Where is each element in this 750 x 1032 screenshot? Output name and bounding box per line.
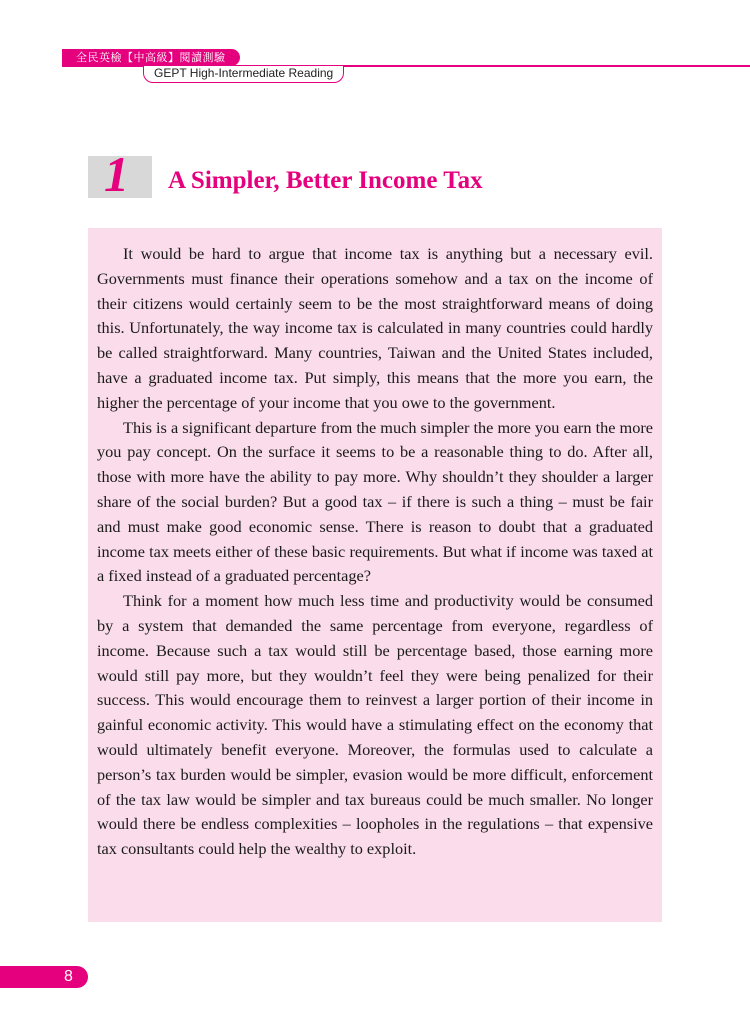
book-subtitle-tab: GEPT High-Intermediate Reading [143,66,344,83]
passage-paragraph-1: It would be hard to argue that income tax is anything but a necessary evil. Governments must finance their operations somehow and a tax on the income of their citizens would certainly seem to be the most straightforward means of doing this. Unfortunately, the way income tax is calculated in many countries could hardly be called straightforward. Many countries, Taiwan and the United States included, have a graduated income tax. Put simply, this means that the more you earn, the higher the percentage of your income that you owe to the government. [97,244,653,412]
section-title: A Simpler, Better Income Tax [168,167,483,194]
page-number: 8 [64,968,73,985]
section-number: 1 [104,146,129,202]
reading-passage [88,228,662,922]
passage-paragraph-2: This is a significant departure from the much simpler the more you earn the more you pay concept. On the surface it seems to be a reasonable thing to do. After all, those with more have the ability to pay more. Why shouldn’t they shoulder a larger share of the social burden? But a good tax – if there is such a thing – must be fair and must make good economic sense. There is reason to doubt that a graduated income tax meets either of these basic requirements. But what if income was taxed at a fixed instead of a graduated percentage? [97,417,653,586]
passage-paragraph-3: Think for a moment how much less time and productivity would be consumed by a system that demanded the same percentage from everyone, regardless of income. Because such a tax would still be percentage based, those earning more would still pay more, but they wouldn’t feel they were being penalized for their success. This would encourage them to reinvest a larger portion of their income in gainful economic activity. This would have a stimulating effect on the economy that would ultimately benefit everyone. Moreover, the formulas used to calculate a person’s tax burden would be simpler, evasion would be more difficult, enforcement of the tax law would be simpler and tax bureaus could be much smaller. No longer would there be endless complexities – loopholes in the regulations – that expensive tax consultants could help the wealthy to exploit. [97,591,653,859]
page-number-tab [0,966,88,988]
book-title-tab: 全民英檢【中高級】閱讀測驗 [62,49,240,66]
